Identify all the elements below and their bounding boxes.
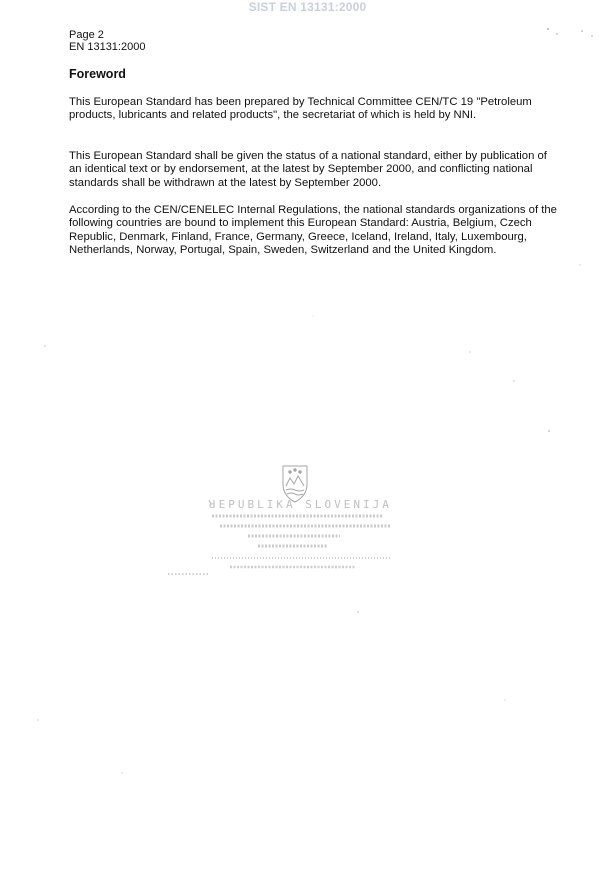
page-number: Page 2: [69, 29, 104, 41]
standard-number: EN 13131:2000: [69, 41, 146, 53]
paragraph-1: [69, 96, 559, 123]
paragraph-text: According to the CEN/CENELEC Internal Regulations, the national standards organizations of the following countries are bound to implement this European Standard: Austria, Belgium, Czech Republic, Denmark, Finland, France, Germany, Greece, Iceland, Ireland, Italy, Luxembourg, Netherlands, Norway, Portugal, Spain, Sweden, Switzerland and the United Kingdom.: [69, 204, 557, 256]
official-stamp: [160, 462, 400, 587]
paragraph-text: This European Standard shall be given the status of a national standard, either by publication of an identical text or by endorsement, at the latest by September 2000, and conflicting national standards shall be withdrawn at the latest by September 2000.: [69, 150, 547, 189]
svg-text:ꓤEPUBLIKA SLOVENIJA: ꓤEPUBLIKA SLOVENIJA: [208, 498, 392, 511]
watermark: SIST EN 13131:2000: [248, 0, 367, 14]
paragraph-text: This European Standard has been prepared by Technical Committee CEN/TC 19 "Petroleum products, lubricants and related products", the secretariat of which is held by NNI.: [69, 96, 532, 122]
section-title: Foreword: [69, 67, 126, 81]
coat-of-arms-icon: [283, 466, 307, 502]
paragraph-3: [69, 204, 559, 257]
paragraph-2: [69, 150, 559, 190]
page-header: [69, 29, 145, 53]
